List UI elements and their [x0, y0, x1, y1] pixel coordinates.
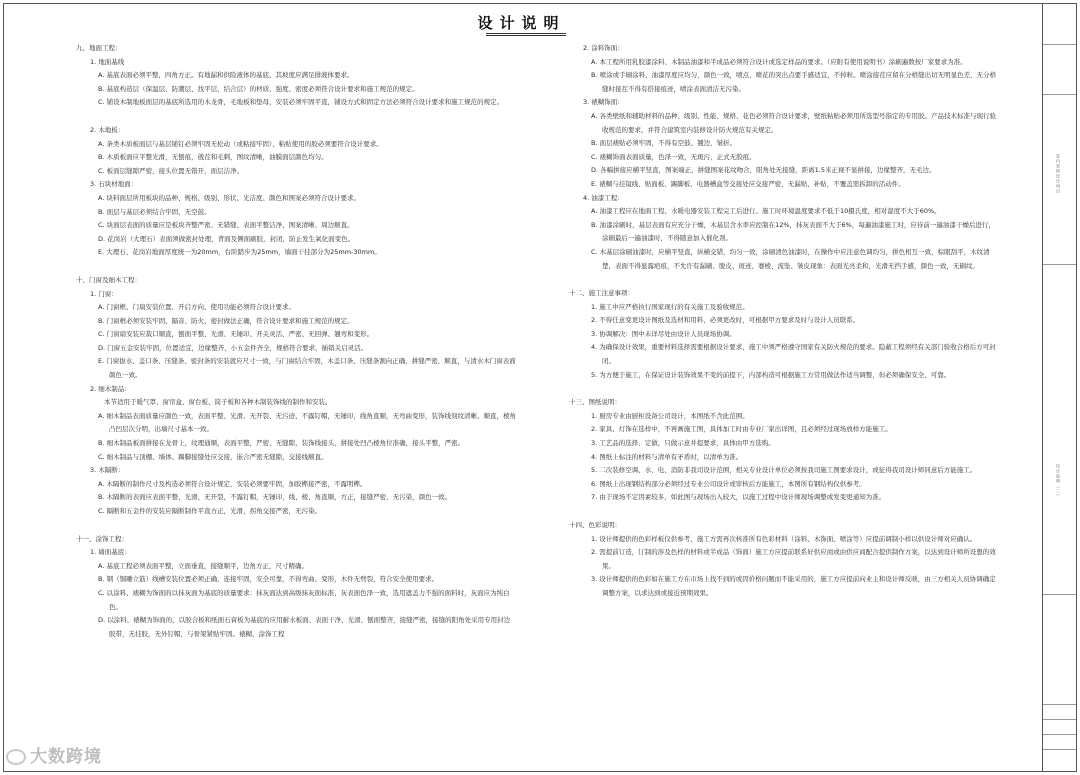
- paragraph: D. 以涂料、裱糊为饰面的，以胶合板和纸面石膏板为基底的应用耐水板面、表面干净、光滑、刨面整齐，接缝严密，接缝的阳角处采用专用封边胶带，无挂胶，无外钉帽，与骨架紧贴牢固。裱糊、涂饰工程: [98, 616, 511, 638]
- title-underline-double: [486, 35, 566, 36]
- right-column: [569, 42, 999, 601]
- tb-info-cell: [1043, 94, 1076, 114]
- section-heading: 十一、涂饰工程：: [76, 534, 128, 543]
- subsection-heading: 1. 地面基线: [90, 57, 125, 66]
- paragraph: 1. 厨房专业由厨柜设备公司设计，本图纸不含此范围。: [591, 411, 749, 420]
- subsection-heading: 1. 墙面基底：: [90, 548, 131, 557]
- paragraph: 7. 由于现场不定因素较多，如此图与现场出入较大，以施工过程中设计师现场调整或发变更通知为准。: [591, 493, 886, 502]
- tb-cell-3: [1043, 594, 1076, 604]
- subsection-heading: 2. 细木制品：: [90, 384, 131, 393]
- paragraph: A. 基底表面必须平整，四角方正。有地漏和供险液体的基底，其坡度应满足排液体要求。: [98, 71, 354, 80]
- paragraph: A. 油漆工程应在地面工程、水暖电器安装工程完工后进行。施工时环境温度要求不低于10摄氏度，相对湿度不大于60%。: [591, 207, 941, 216]
- paragraph: 1. 施工中应严格执行国家现行的有关施工及验收规范。: [591, 302, 749, 311]
- paragraph: 1. 设计师提供的色彩样板仅供参考，施工方需再次核准所有色彩材料（涂料、木饰面、喷涂等）应提前调制小样以供设计师对应确认。: [591, 534, 977, 543]
- section-heading: 十二、施工注意事项：: [569, 289, 634, 298]
- paragraph: C. 裱糊饰面表面质量，色泽一致，无斑污，正式无胶痕。: [591, 152, 756, 161]
- section-heading: 十三、图纸说明：: [569, 398, 621, 407]
- tb-cell-7: [1043, 749, 1076, 759]
- paragraph: D. 门窗五金安装牢固，位置适宜，边缘整齐，小五金件齐全，规格符合要求，插销关启灵活。: [98, 343, 368, 352]
- tb-project-label: 室内装饰设计项目: [1056, 154, 1061, 194]
- paragraph: A. 门窗框、门扇安装位置、开启方向、使用功能必须符合设计要求。: [98, 303, 295, 312]
- left-column: [76, 42, 516, 641]
- subsection-heading: 2. 木地板：: [90, 125, 125, 134]
- paragraph: C. 块面层表面的质量应是板块齐整严密、无错缝、表面平整洁净、图案清晰、周边顺直。: [98, 221, 354, 230]
- paragraph: C. 门窗扇安装应裁口顺直，刨面平整、光滑、无锤印、开关灵活、严密、无回弹、翘弯和变形。: [98, 330, 374, 339]
- paragraph: C. 板面层缝隙严密，接头位置无错开，面层洁净。: [98, 166, 244, 175]
- section-heading: 十四、色彩说明：: [569, 521, 621, 529]
- paragraph: A. 本工程所用乳胶漆涂料、木制品油漆和半成品必须符合设计或选定样品的要求。（应附有使用说明书）涂刷遍数按厂家要求为准。: [591, 57, 967, 66]
- paragraph: E. 门窗拔水、盖口条、压缝条、密封条的安装就应尺寸一致，与门窗结合牢固，木盖口条、压缝条割向正确，拼缝严密，顺直，与清水木门窗表面颜色一致。: [98, 357, 516, 380]
- paragraph: B. 木质板面应平整光滑，无刨痕，戗茬和毛刺，图纹清晰，油膜面层颜色均匀。: [98, 153, 328, 162]
- tb-logo-cell: [1043, 44, 1076, 74]
- section-heading: 九、地面工程：: [76, 44, 122, 52]
- paragraph: C. 隔断和五金件的安装应隔断制作平直方正，光滑，拐角交接严密，无污染。: [98, 507, 322, 515]
- paragraph: 2. 需提前订造，订制的涉及色样的材料或半成品（饰面）施工方应提前联系好供应商或由供应商配合提供制作方案，以达到设计师所设想的效果。: [591, 548, 996, 570]
- subsection-heading: 2. 涂料饰面：: [583, 44, 624, 52]
- paragraph: 本节适用于暖气罩、窗帘盒、窗台板、筒子板和各种木制装饰线的制作和安装。: [104, 398, 332, 407]
- paragraph: C. 细木制品与顶棚、墙体、踢脚接缝处应交接，嵌合严密无缝隙，交接线顺直。: [98, 452, 328, 461]
- paragraph: 6. 图纸上出现钢结构部分必须经过专业公司设计或审核后方能施工，本图所有钢结构仅供参考。: [591, 479, 866, 488]
- paragraph: B. 钢（铜雕立筋）线槽安装位置必须正确，连接牢固，安全可靠，不得弯曲、变形，木件无劈裂，符合安全使用要求。: [98, 575, 439, 584]
- paragraph: B. 门窗框必须安装牢固、隔音、防火、密封做法正确，符合设计要求和施工规范的规定。: [98, 316, 354, 325]
- tb-cell-2: [1043, 264, 1076, 294]
- tb-drawing-name: 设计说明（二）: [1056, 464, 1061, 499]
- paragraph: B. 木隔断的表面应表面平整、光滑，无开裂，不露钉帽，无锤印，线、棱、角直顺，方正，接缝严密，无污染，颜色一致。: [98, 493, 452, 502]
- title-underline: [486, 33, 566, 34]
- paragraph: 4. 图纸上标注的材料与清单有矛盾时，以清单为准。: [591, 452, 743, 461]
- paragraph: B. 喷涂或手刷涂料，油漆厚度应均匀，颜色一致，喷点，喷花的突出点要手感适宜，不掉粒。喷涂接茬应留在分格缝出切无明显色差，无分格缝时接茬不得有搭接痕迹，喷涂表面清洁无污染。: [591, 71, 997, 93]
- paragraph: C. 木基层涂刷油漆时，应横平竖直，纵横交错，均匀一致，涂刷清色油漆时，在操作中应注意色调均匀，拼色相互一致，棕眼刮平，木纹清楚，表面不得显露疤痕，不允许有漏刷、脱皮、斑迹、褰棱、流坠、皱皮现象：表面光亮柔和，光滑无挡手感，颜色一致，无刷纹。: [591, 247, 990, 270]
- paragraph: D. 各幅拼接应横平竖直，图案端正，拼缝图案花纹吻合，阳角处无接缝，距离1.5米正视不显拼接，边缘整齐，无毛边。: [591, 166, 936, 175]
- paragraph: B. 面层裱贴必须牢固，不得有空鼓、翘边，皱折。: [591, 139, 737, 148]
- paragraph: E. 大理石、花岗岩地面厚度统一为20mm，台阶踏步为25mm，墙面干挂部分为25mm-30mm。: [98, 248, 381, 257]
- paragraph: C. 铺设木制地板面层的基底所选用的木龙骨，毛地板和垫母，安装必须牢固平直，铺设方式和固定方法必须符合设计要求和施工规范的规定。: [98, 98, 504, 107]
- paragraph: 3. 工艺品的选择、定做，只做示意并提要求，具体由甲方选购。: [591, 439, 775, 448]
- paragraph: B. 油漆涂刷时，基层表面有应充分干燥，木基层含水率应控制在12%，抹灰表面不大于6%，每遍油漆施工时，应待前一遍油漆干燥后进行，涂刷最后一遍油漆时，不得随意加入催化剂。: [591, 220, 995, 243]
- paragraph: A. 块料面层所用板块的品种、规格、级别、形状、光洁度、颜色和图案必须符合设计要求。: [98, 193, 360, 202]
- paragraph: 3. 设计师提供的色彩如在施工方在市场上找不到的或因价格问题而不能采用的，施工方应提前向业主和设计师反映，由三方相关人员协调确定调整方案，以求达到或接近预期效果。: [591, 575, 996, 597]
- paragraph: A. 细木制品表面质量应颜色一致，表面平整、光滑、无开裂、无污迹、不露钉帽，无锤印，线角直顺，无弯曲变形，装饰线刻纹清晰、顺直，棱角凸凹层次分明，出墙尺寸基本一致。: [98, 411, 516, 434]
- paragraph: A. 条类木质板面层与基层铺钉必须牢固无松动（或粘接牢固），粘贴使用的胶必须要符合设计要求。: [98, 139, 383, 148]
- subsection-heading: 3. 木隔断：: [90, 466, 125, 475]
- paragraph: 5. 二次装修空调、水、电、消防非我司设计范围，相关专业设计单位必须按我司施工图要求设计，或征得我司设计师同意后方能施工。: [591, 466, 977, 475]
- paragraph: 5. 为方便于施工，在保证设计装饰效果不变的前提下，内部构造可根据施工方常用做法作适当调整，但必须确保安全、可靠。: [591, 370, 951, 379]
- paragraph: A. 木隔断的制作尺寸及构造必须符合设计规定，安装必须要牢固，加胶榫接严密，不露明榫。: [98, 479, 367, 488]
- subsection-heading: 4. 油漆工程：: [583, 193, 624, 202]
- paragraph: D. 花岗岩（大理石）表面须做密封处理，背面及侧面刷胶，封闭，防止发生氧化面变色。: [98, 234, 355, 243]
- paragraph: C. 以涂料、裱糊为饰面的以抹灰面为基底的质量要求：抹灰面达到高级抹灰面标准、灰表面色泽一致，选用遮盖力不强的面料时，灰面应为纯白色。: [98, 588, 510, 611]
- watermark-text: 大数跨境: [30, 747, 102, 767]
- subsection-heading: 3. 裱糊饰面：: [583, 98, 624, 107]
- paragraph: A. 基底工程必须表面平整，立面垂直，接缝顺平，边角方正，尺寸精确。: [98, 561, 308, 570]
- paragraph: B. 细木制品板面拼接在龙骨上，纹理通顺，表面平整，严密，无缝隙，装饰线接头，拼接处凹凸棱角位准确，接头平整，严密。: [98, 439, 465, 448]
- paragraph: 2. 不得任意变更设计图纸及选材和用料，必须更改时，可根据甲方要求及时与设计人员联系。: [591, 316, 860, 325]
- subsection-heading: 3. 石块材地面：: [90, 180, 138, 189]
- paragraph: B. 基底构造层（保温层、防潮层、找平层、结合层）的材质、强度、密度必须符合设计要求和施工规范的规定。: [98, 84, 419, 93]
- watermark: [6, 742, 102, 767]
- tb-cell-6: [1043, 734, 1076, 744]
- paragraph: E. 裱糊与挂镜线、贴面板、踢脚板、电器槽盒等交接处应交接严密，无漏贴、补贴，不覆盖需拆卸的活动件。: [591, 179, 905, 188]
- paragraph: 2. 家具、灯饰在选样中，不再画施工图，具体加工时由专业厂家出详图，且必须经过现场放样方能施工。: [591, 425, 892, 434]
- subsection-heading: 1. 门窗：: [90, 289, 118, 298]
- paragraph: 4. 为确保设计效果，重要材料选择需要根据设计要求，施工中须严格遵守国家有关防火规范的要求。隐蔽工程须经有关部门验收合格后方可封闭。: [591, 343, 996, 366]
- paragraph: 3. 协调解决：图中未详尽处由设计人员现场协调。: [591, 329, 736, 338]
- section-heading: 十、门窗及细木工程：: [76, 275, 141, 284]
- paragraph: B. 面层与基层必须结合牢固，无空鼓。: [98, 207, 211, 216]
- page-title: 设计说明: [477, 14, 566, 32]
- drawing-sheet: [3, 3, 1077, 772]
- title-block: [1042, 4, 1076, 771]
- tb-cell-4: [1043, 704, 1076, 714]
- watermark-logo-icon: [6, 749, 26, 765]
- tb-cell-5: [1043, 719, 1076, 729]
- paragraph: A. 各类壁纸和辅助材料的品种、级别、性能、规格、花色必须符合设计要求，壁纸粘贴必须用所选型号指定的专用胶。产品技术标准与现行验收规范的要求，并符合建筑室内装修设计防火规范有关规定。: [591, 111, 996, 134]
